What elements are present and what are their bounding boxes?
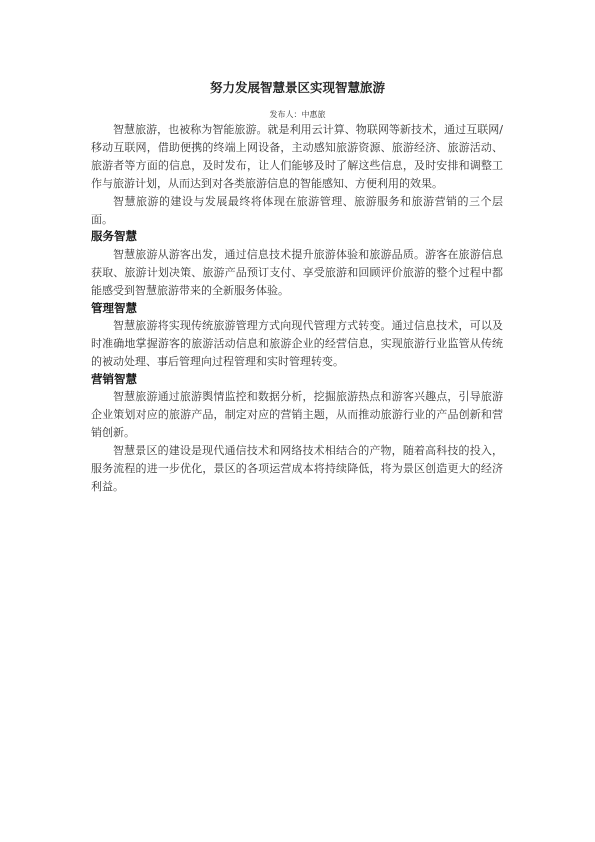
section-text-management: 智慧旅游将实现传统旅游管理方式向现代管理方式转变。通过信息技术，可以及时准确地掌握游客的旅游活动信息和旅游企业的经营信息，实现旅游行业监管从传统的被动处理、事后管理向过程管理和实时管理转变。 xyxy=(91,319,503,368)
section-text-marketing: 智慧旅游通过旅游舆情监控和数据分析，挖掘旅游热点和游客兴趣点，引导旅游企业策划对应的旅游产品，制定对应的营销主题，从而推动旅游行业的产品创新和营销创新。 xyxy=(91,390,503,440)
section-text-service: 智慧旅游从游客出发，通过信息技术提升旅游体验和旅游品质。游客在旅游信息获取、旅游计划决策、旅游产品预订支付、享受旅游和回顾评价旅游的整个过程中都能感受到智慧旅游带来的全新服务体验。 xyxy=(91,247,503,297)
document-title: 努力发展智慧景区实现智慧旅游 xyxy=(209,80,385,95)
intro-paragraph-2: 智慧旅游的建设与发展最终将体现在旅游管理、旅游服务和旅游营销的三个层面。 xyxy=(91,194,503,226)
intro-paragraph-1: 智慧旅游，也被称为智能旅游。就是利用云计算、物联网等新技术，通过互联网/移动互联网，借助便携的终端上网设备，主动感知旅游资源、旅游经济、旅游活动、旅游者等方面的信息，及时发布，让人们能够及时了解这些信息，及时安排和调整工作与旅游计划，从而达到对各类旅游信息的智能感知、方便利用的效果。 xyxy=(91,123,503,190)
section-heading-service: 服务智慧 xyxy=(91,229,137,244)
document-byline: 发布人：中惠旅 xyxy=(269,110,326,119)
closing-paragraph: 智慧景区的建设是现代通信技术和网络技术相结合的产物，随着高科技的投入，服务流程的进一步优化，景区的各项运营成本将持续降低，将为景区创造更大的经济利益。 xyxy=(91,444,503,493)
document-body xyxy=(91,121,503,496)
section-heading-management: 管理智慧 xyxy=(91,300,137,315)
section-heading-marketing: 营销智慧 xyxy=(91,371,137,386)
